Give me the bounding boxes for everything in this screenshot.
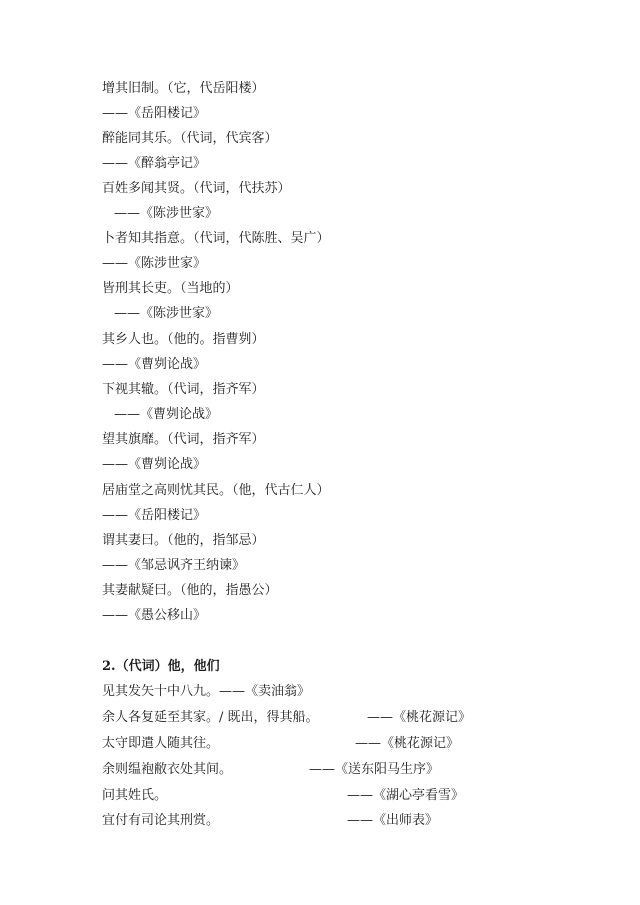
example-line: 望其旗靡。（代词，指齐军） (102, 432, 265, 447)
example-line: 卜者知其指意。（代词，代陈胜、吴广） (102, 231, 330, 246)
source-line: ——《岳阳楼记》 (102, 508, 207, 523)
source-line: ——《陈涉世家》 (114, 306, 219, 321)
example-line: 其妻献疑曰。（他的，指愚公） (102, 583, 278, 598)
example-line: 其乡人也。（他的。指曹刿） (102, 332, 265, 347)
section-heading: 2.（代词）他，他们 (102, 659, 220, 674)
example-line: 太守即遣人随其往。 (102, 736, 220, 751)
example-line: 见其发矢十中八九。——《卖油翁》 (102, 684, 311, 699)
source-line: ——《送东阳马生序》 (309, 762, 440, 777)
source-line: ——《陈涉世家》 (114, 206, 219, 221)
source-line: ——《邹忌讽齐王纳谏》 (102, 558, 246, 573)
example-line: 余人各复延至其家。/ 既出，得其船。 (102, 710, 319, 725)
source-line: ——《愚公移山》 (102, 608, 207, 623)
source-line: ——《岳阳楼记》 (102, 106, 207, 121)
source-line: ——《桃花源记》 (367, 710, 472, 725)
example-line: 下视其辙。（代词，指齐军） (102, 382, 265, 397)
example-line: 谓其妻曰。（他的，指邹忌） (102, 533, 265, 548)
example-line: 百姓多闻其贤。（代词，代扶苏） (102, 181, 291, 196)
example-line: 居庙堂之高则忧其民。（他，代古仁人） (102, 483, 330, 498)
source-line: ——《陈涉世家》 (102, 256, 207, 271)
source-line: ——《曹刿论战》 (114, 407, 219, 422)
example-line: 余则缊袍敝衣处其间。 (102, 762, 233, 777)
source-line: ——《曹刿论战》 (102, 357, 207, 372)
source-line: ——《醉翁亭记》 (102, 156, 207, 171)
example-line: 宜付有司论其刑赏。 (102, 813, 220, 828)
example-line: 增其旧制。（它，代岳阳楼） (102, 81, 265, 96)
source-line: ——《曹刿论战》 (102, 457, 207, 472)
example-line: 问其姓氏。 (102, 788, 168, 803)
example-line: 醉能同其乐。（代词，代宾客） (102, 131, 278, 146)
source-line: ——《桃花源记》 (355, 736, 460, 751)
source-line: ——《湖心亭看雪》 (347, 788, 465, 803)
example-line: 皆刑其长吏。（当地的） (102, 281, 239, 296)
source-line: ——《出师表》 (347, 813, 439, 828)
